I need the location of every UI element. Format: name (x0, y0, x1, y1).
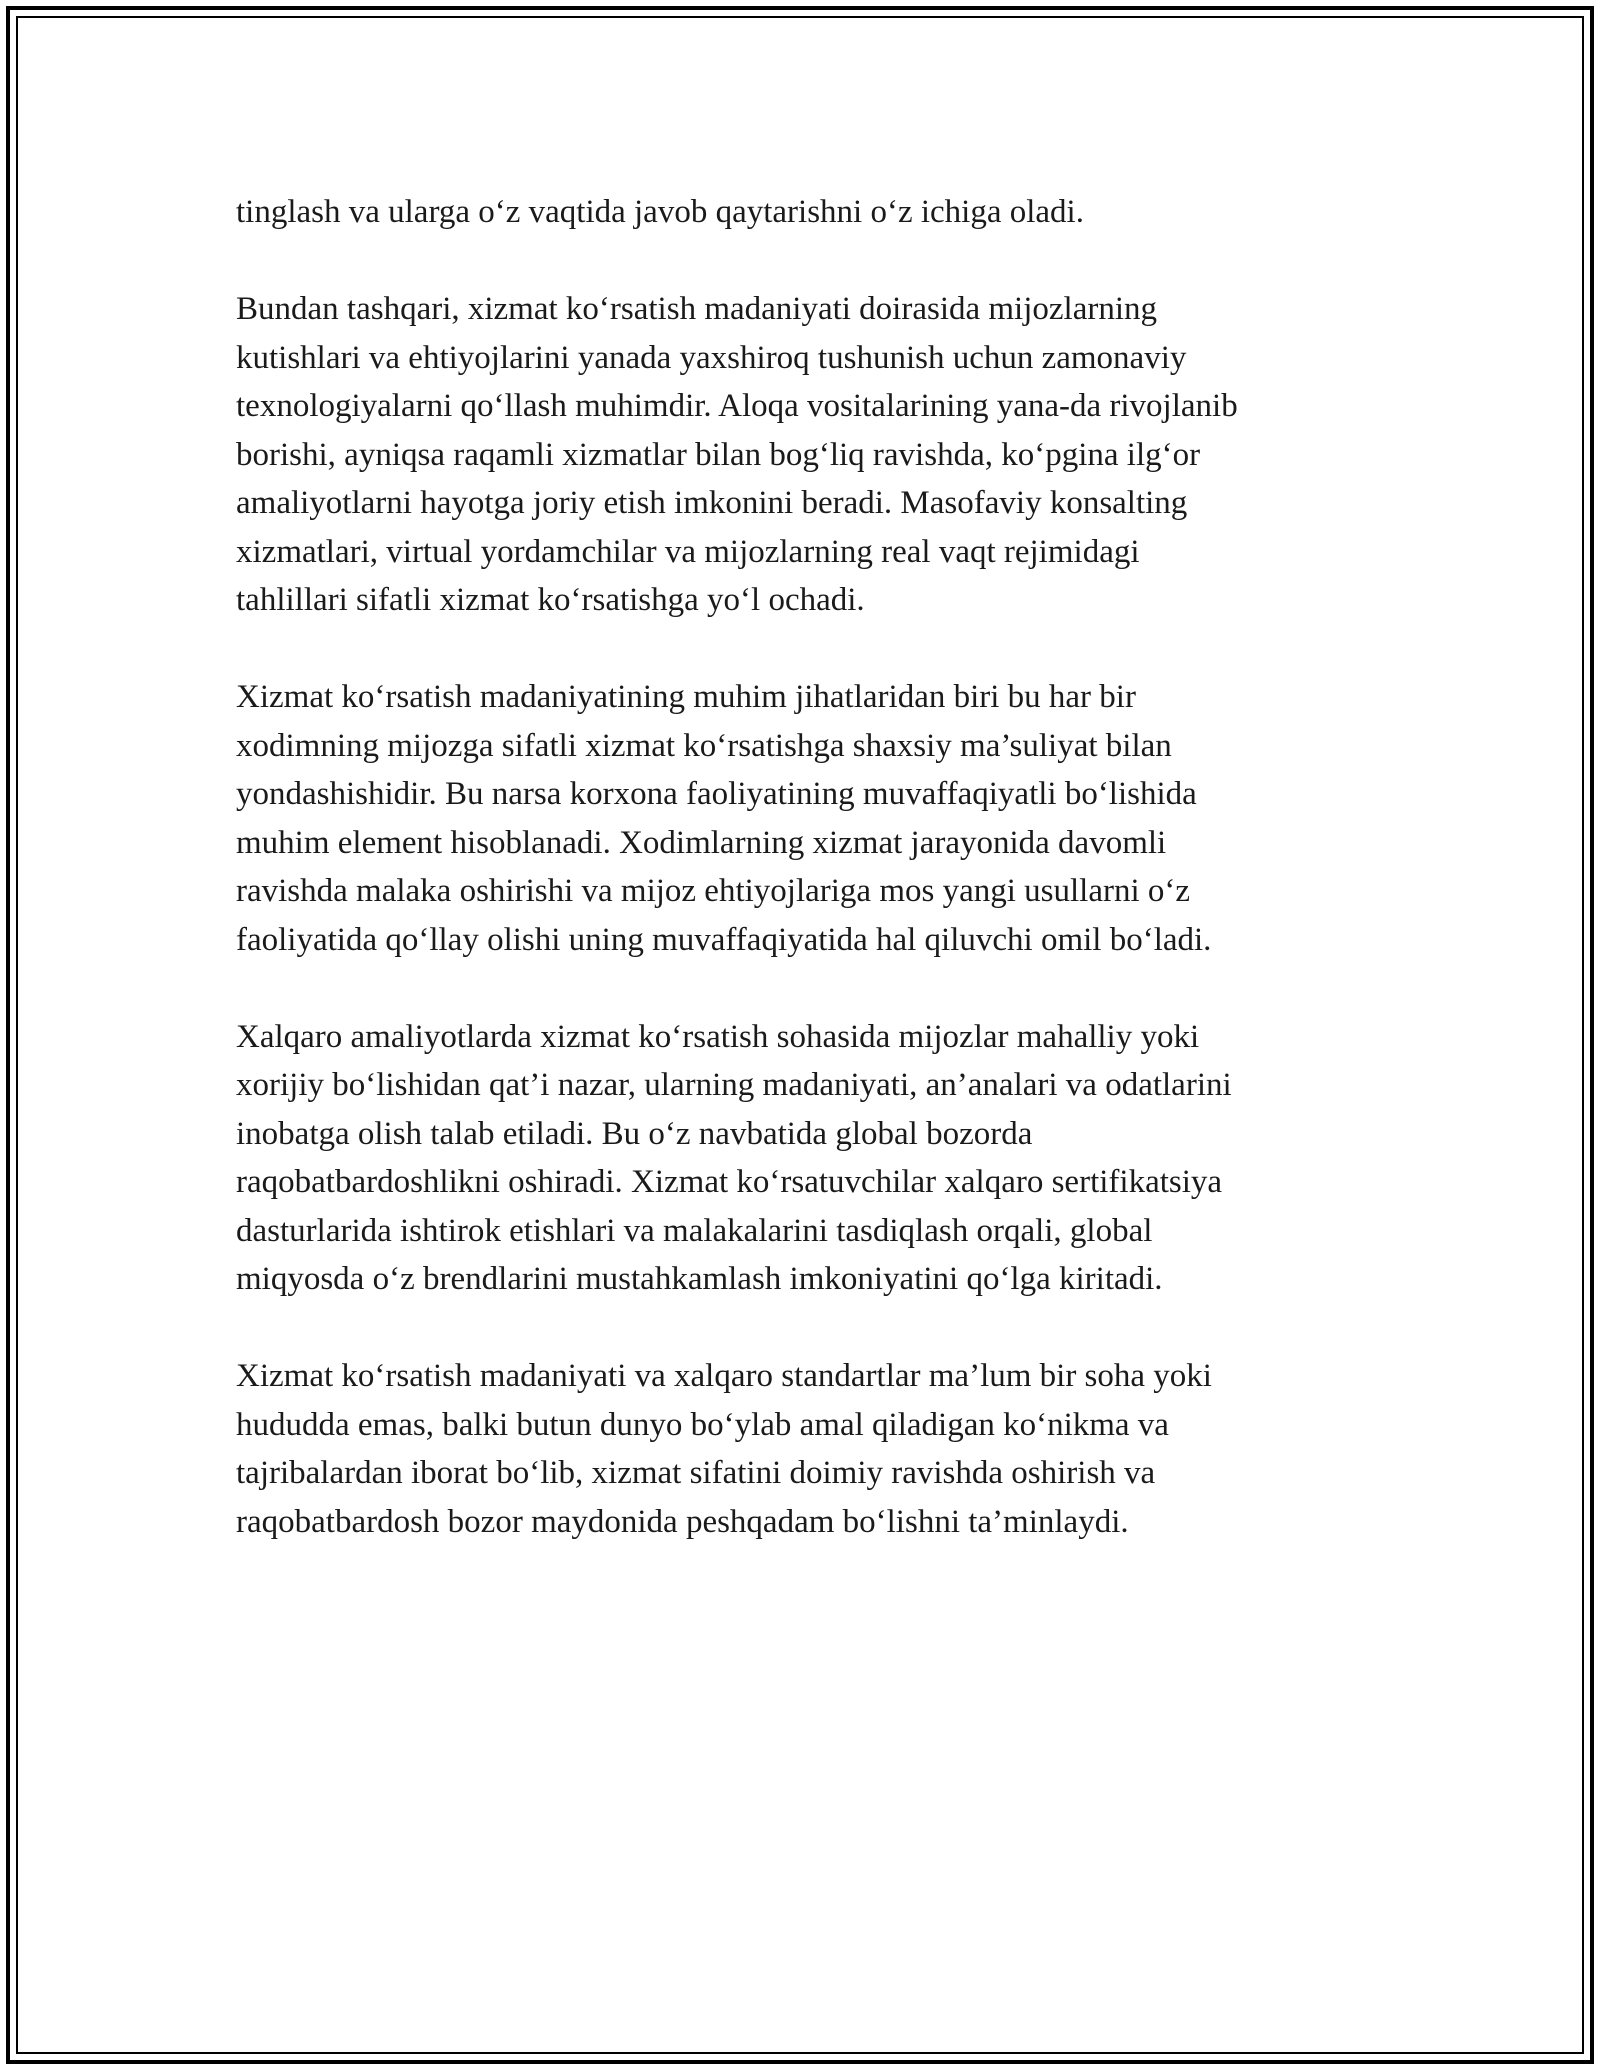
text-line: Xizmat ko‘rsatish madaniyatining muhim jihatlaridan biri bu har bir (236, 679, 1136, 715)
text-line: xodimning mijozga sifatli xizmat ko‘rsatishga shaxsiy ma’suliyat bilan (236, 727, 1172, 764)
text-line: raqobatbardosh bozor maydonida peshqadam bo‘lishni ta’minlaydi. (236, 1503, 1129, 1540)
paragraph-4 (236, 1013, 1366, 1304)
text-line: xorijiy bo‘lishidan qat’i nazar, ularning madaniyati, an’analari va odatlarini (236, 1067, 1232, 1103)
text-line: kutishlari va ehtiyojlarini yanada yaxshiroq tushunish uchun zamonaviy (236, 339, 1187, 376)
paragraph-2 (236, 285, 1366, 625)
text-line: faoliyatida qo‘llay olishi uning muvaffaqiyatida hal qiluvchi omil bo‘ladi. (236, 921, 1212, 958)
text-line: amaliyotlarni hayotga joriy etish imkonini beradi. Masofaviy konsalting (236, 485, 1188, 521)
text-line: xizmatlari, virtual yordamchilar va mijozlarning real vaqt rejimidagi (236, 533, 1140, 570)
text-line: borishi, ayniqsa raqamli xizmatlar bilan bog‘liq ravishda, ko‘pgina ilg‘or (236, 436, 1201, 473)
paragraph-1 (236, 188, 1366, 237)
text-line: Xalqaro amaliyotlarda xizmat ko‘rsatish sohasida mijozlar mahalliy yoki (236, 1018, 1200, 1055)
paragraph-3 (236, 673, 1366, 964)
text-line: dasturlarida ishtirok etishlari va malakalarini tasdiqlash orqali, global (236, 1212, 1153, 1249)
paragraph-5 (236, 1352, 1366, 1546)
text-line: tinglash va ularga o‘z vaqtida javob qaytarishni o‘z ichiga oladi. (236, 194, 1084, 230)
text-line: tahlillari sifatli xizmat ko‘rsatishga yo‘l ochadi. (236, 582, 865, 618)
text-line: tajribalardan iborat bo‘lib, xizmat sifatini doimiy ravishda oshirish va (236, 1455, 1156, 1491)
text-line: Bundan tashqari, xizmat ko‘rsatish madaniyati doirasida mijozlarning (236, 291, 1158, 327)
text-line: muhim element hisoblanadi. Xodimlarning xizmat jarayonida davomli (236, 824, 1167, 861)
text-line: texnologiyalarni qo‘llash muhimdir. Aloqa vositalarining yana-da rivojlanib (236, 388, 1238, 424)
text-line: yondashishidir. Bu narsa korxona faoliyatining muvaffaqiyatli bo‘lishida (236, 776, 1197, 812)
text-line: miqyosda o‘z brendlarini mustahkamlash imkoniyatini qo‘lga kiritadi. (236, 1261, 1163, 1297)
text-line: raqobatbardoshlikni oshiradi. Xizmat ko‘rsatuvchilar xalqaro sertifikatsiya (236, 1164, 1223, 1200)
text-line: hududda emas, balki butun dunyo bo‘ylab amal qiladigan ko‘nikma va (236, 1406, 1169, 1443)
text-line: ravishda malaka oshirishi va mijoz ehtiyojlariga mos yangi usullarni o‘z (236, 873, 1191, 909)
document-body (236, 188, 1366, 1595)
text-line: Xizmat ko‘rsatish madaniyati va xalqaro standartlar ma’lum bir soha yoki (236, 1358, 1212, 1394)
text-line: inobatga olish talab etiladi. Bu o‘z navbatida global bozorda (236, 1115, 1033, 1152)
